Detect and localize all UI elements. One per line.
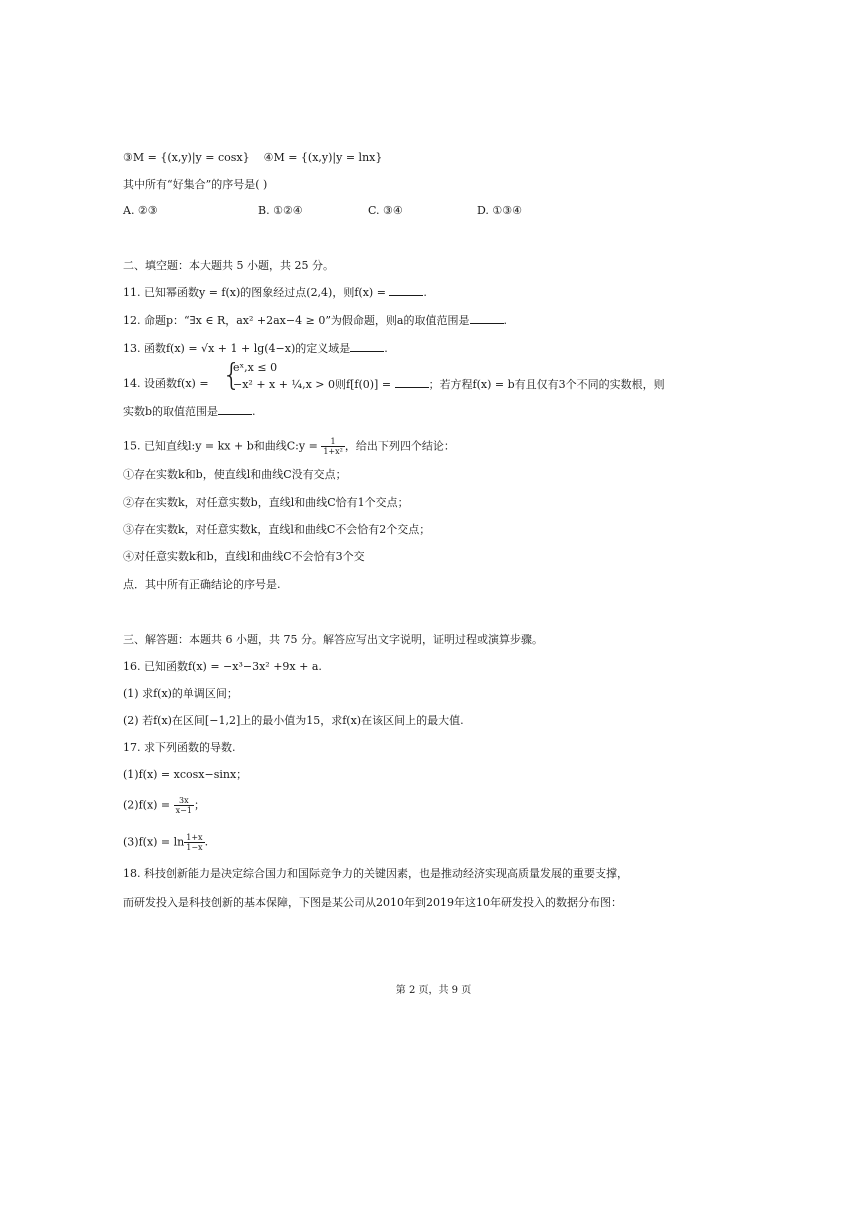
q15-conclusion-4: ④对任意实数k和b，直线l和曲线C不会恰有3个交: [123, 550, 365, 563]
q17-part3-fraction: $\frac{1+x}{1-x}$: [186, 833, 203, 852]
section2-title: 二、填空题：本大题共 5 小题，共 25 分。: [123, 259, 334, 272]
q14-mid: 则f[f(0)] =: [335, 378, 392, 391]
q14-line2: 实数b的取值范围是 .: [123, 405, 256, 418]
q14-piece2-text: −x² + x + ¼,x > 0: [233, 378, 336, 391]
q17-part3-suffix: .: [204, 835, 209, 849]
q11-text: 11. 已知幂函数y = f(x)的图象经过点(2,4)，则f(x) =: [123, 286, 386, 299]
q16-part1: (1) 求f(x)的单调区间；: [123, 687, 238, 700]
q18-line1: 18. 科技创新能力是决定综合国力和国际竞争力的关键因素，也是推动经济实现高质量发展的重要支撑，: [123, 867, 628, 880]
q17-part2-fraction: $\frac{3x}{x-1}$: [175, 796, 192, 815]
q10-option-a: A. ②③: [123, 204, 158, 217]
piecewise-brace: {: [222, 358, 242, 393]
q14-piece1: eˣ,x ≤ 0: [233, 361, 278, 374]
q10-sets: [123, 150, 382, 166]
q12: [123, 313, 507, 329]
q12-blank: [470, 313, 504, 324]
q14-line2-text: 实数b的取值范围是: [123, 405, 219, 418]
q10-set4: ④M = {(x,y)|y = lnx}: [263, 151, 383, 164]
q17-part2-prefix: (2)f(x) =: [123, 798, 171, 812]
q16-stem: 16. 已知函数f(x) = −x³−3x² +9x + a.: [123, 660, 322, 673]
q13-text: 13. 函数f(x) = √x + 1 + lg(4−x)的定义域是: [123, 342, 351, 355]
q15-conclusion-3: ③存在实数k，对任意实数k，直线l和曲线C不会恰有2个交点；: [123, 523, 431, 536]
q15-conclusion-5: 点．其中所有正确结论的序号是.: [123, 578, 281, 591]
q14-prefix: 14. 设函数f(x) =: [123, 377, 209, 390]
q10-set3: ③M = {(x,y)|y = cosx}: [123, 151, 250, 164]
q18-line2: 而研发投入是科技创新的基本保障，下图是某公司从2010年到2019年这10年研发投入的数据分布图：: [123, 896, 622, 909]
q12-text: 12. 命题p：“∃x ∈ R，ax² +2ax−4 ≥ 0”为假命题，则a的取值范围是: [123, 314, 470, 327]
q10-question: 其中所有“好集合”的序号是( ): [123, 178, 268, 191]
q17-part1: (1)f(x) = xcosx−sinx；: [123, 768, 248, 781]
q15-conclusion-2: ②存在实数k，对任意实数b，直线l和曲线C恰有1个交点；: [123, 496, 409, 509]
q17-part2-suffix: ；: [193, 798, 205, 812]
q14-blank1: [395, 377, 429, 388]
q17-part2: [123, 796, 205, 815]
q15-fraction: $\frac{1}{\text{1+x²}}$: [323, 437, 343, 456]
q11: 11. 已知幂函数y = f(x)的图象经过点(2,4)，则f(x) = .: [123, 286, 427, 299]
q13-blank: [350, 341, 384, 352]
section3-title: 三、解答题：本题共 6 小题，共 75 分。解答应写出文字说明，证明过程或演算步骤。: [123, 633, 543, 646]
q13: [123, 341, 388, 357]
q14-piece2: [233, 376, 665, 392]
q10-option-d: D. ①③④: [477, 204, 523, 217]
q12-suffix: .: [503, 314, 507, 327]
q11-blank: [389, 285, 423, 296]
q15-prefix: 15. 已知直线l:y = kx + b和曲线C:y =: [123, 439, 318, 453]
q17-stem: 17. 求下列函数的导数.: [123, 741, 236, 754]
q10-option-b: B. ①②④: [258, 204, 303, 217]
q14-rest: ；若方程f(x) = b有且仅有3个不同的实数根，则: [428, 378, 665, 391]
q16-part2: (2) 若f(x)在区间[−1,2]上的最小值为15，求f(x)在该区间上的最大值.: [123, 714, 464, 727]
q15-stem: [123, 437, 455, 456]
q15-conclusion-1: ①存在实数k和b，使直线l和曲线C没有交点；: [123, 468, 347, 481]
page-footer: 第 2 页，共 9 页: [395, 985, 472, 996]
q17-part3-prefix: (3)f(x) = ln: [123, 835, 185, 849]
q15-suffix: ，给出下列四个结论：: [344, 439, 455, 453]
q13-suffix: .: [384, 342, 388, 355]
q10-option-c: C. ③④: [368, 204, 403, 217]
q14-blank2: [218, 404, 252, 415]
q17-part3: [123, 833, 208, 852]
